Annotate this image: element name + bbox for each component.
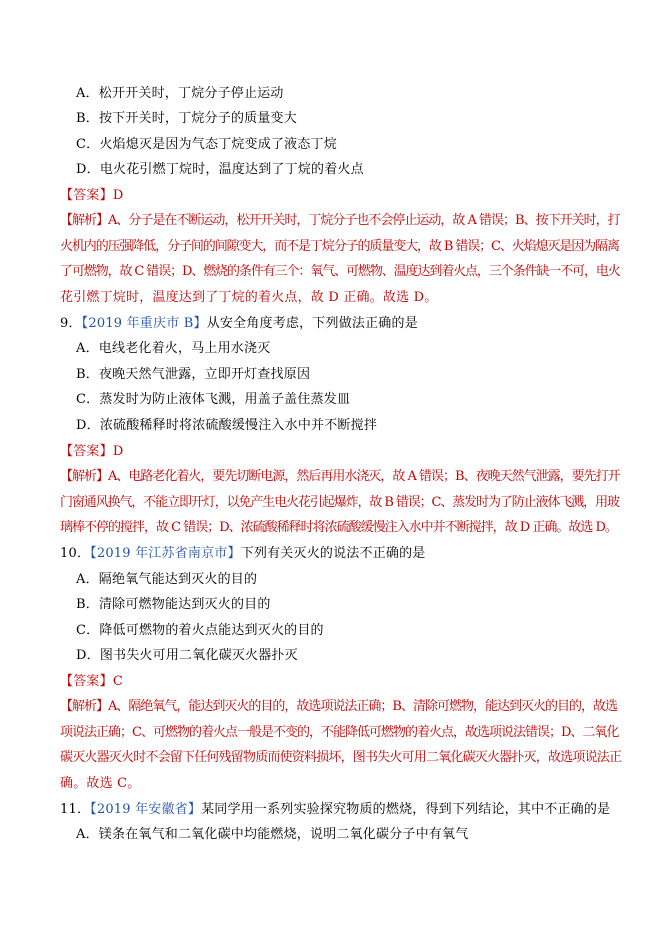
q9-analysis-line-2: 门窗通风换气，不能立即开灯，以免产生电火花引起爆炸，故 B 错误；C、蒸发时为了防止液体飞溅，用玻 <box>60 495 619 510</box>
q9-option-c: C．蒸发时为防止液体飞溅，用盖子盖住蒸发皿 <box>76 392 351 407</box>
q8-option-b: B．按下开关时，丁烷分子的质量变大 <box>76 111 297 126</box>
question-source: 【2019 年江苏省南京市】 <box>90 546 241 561</box>
q8-analysis-line-3: 了可燃物，故 C 错误；D、燃烧的条件有三个：氧气、可燃物、温度达到着火点，三个条件缺一不可，电火 <box>60 264 620 279</box>
q9-stem <box>60 316 418 332</box>
q9-analysis-line-1 <box>60 469 620 485</box>
q8-option-a: A．松开开关时，丁烷分子停止运动 <box>76 86 284 101</box>
analysis-text: A、分子是在不断运动，松开开关时，丁烷分子也不会停止运动，故 A 错误；B、按下开关时，打 <box>108 213 620 228</box>
q8-analysis-line-1 <box>60 213 620 229</box>
analysis-text: A、隔绝氧气，能达到灭火的目的，故选项说法正确；B、清除可燃物，能达到灭火的目的，故选 <box>108 699 617 714</box>
q9-option-a: A．电线老化着火，马上用水浇灭 <box>76 341 271 356</box>
answer-value: C <box>112 674 123 689</box>
q9-analysis-line-3: 璃棒不停的搅拌，故 C 错误；D、浓硫酸稀释时将浓硫酸缓慢注入水中并不断搅拌，故 D 正确。故选 D。 <box>60 520 617 535</box>
q10-option-a: A．隔绝氧气能达到灭火的目的 <box>76 572 258 587</box>
answer-tag: 【答案】 <box>60 674 113 689</box>
question-text: 下列有关灭火的说法不正确的是 <box>240 546 426 561</box>
q8-analysis-line-2: 火机内的压强降低，分子间的间隙变大，而不是丁烷分子的质量变大，故 B 错误；C、火焰熄灭是因为隔离 <box>60 239 619 254</box>
q10-option-d: D．图书失火可用二氧化碳灭火器扑灭 <box>76 648 298 663</box>
question-text: 某同学用一系列实验探究物质的燃烧，得到下列结论，其中不正确的是 <box>201 802 611 817</box>
question-number: 11． <box>60 802 91 817</box>
q8-option-c: C．火焰熄灭是因为气态丁烷变成了液态丁烷 <box>76 137 337 152</box>
q11-stem <box>60 802 610 818</box>
analysis-tag: 【解析】 <box>60 213 109 228</box>
q8-option-d: D．电火花引燃丁烷时，温度达到了丁烷的着火点 <box>76 162 364 177</box>
question-source: 【2019 年安徽省】 <box>90 802 202 817</box>
question-number: 9． <box>60 316 82 331</box>
question-number: 10． <box>60 546 91 561</box>
q9-answer <box>60 444 123 460</box>
analysis-tag: 【解析】 <box>60 699 109 714</box>
answer-value: D <box>112 188 124 203</box>
q10-analysis-line-4: 确。故选 C。 <box>60 776 141 791</box>
q11-option-a: A．镁条在氧气和二氧化碳中均能燃烧，说明二氧化碳分子中有氧气 <box>76 827 469 842</box>
answer-tag: 【答案】 <box>60 188 113 203</box>
q10-option-c: C．降低可燃物的着火点能达到灭火的目的 <box>76 623 324 638</box>
q10-stem <box>60 546 426 562</box>
q9-option-d: D．浓硫酸稀释时将浓硫酸缓慢注入水中并不断搅拌 <box>76 418 378 433</box>
analysis-text: A、电路老化着火，要先切断电源，然后再用水浇灭，故 A 错误；B、夜晚天然气泄露，要先打开 <box>108 469 620 484</box>
q10-analysis-line-3: 碳灭火器灭火时不会留下任何残留物质而使资料损坏，图书失火可用二氧化碳灭火器扑灭，故选项说法正 <box>60 750 622 765</box>
question-source: 【2019 年重庆市 B】 <box>81 316 207 331</box>
q8-answer <box>60 188 123 204</box>
answer-tag: 【答案】 <box>60 444 113 459</box>
q10-analysis-line-2: 项说法正确；C、可燃物的着火点一般是不变的，不能降低可燃物的着火点，故选项说法错误；D、二氧化 <box>60 725 619 740</box>
q10-analysis-line-1 <box>60 699 617 715</box>
q8-analysis-line-4: 花引燃丁烷时，温度达到了丁烷的着火点，故 D 正确。故选 D。 <box>60 290 438 305</box>
q10-option-b: B．清除可燃物能达到灭火的目的 <box>76 597 271 612</box>
question-text: 从安全角度考虑，下列做法正确的是 <box>206 316 418 331</box>
analysis-tag: 【解析】 <box>60 469 109 484</box>
q9-option-b: B．夜晚天然气泄露，立即开灯查找原因 <box>76 367 311 382</box>
answer-value: D <box>112 444 124 459</box>
q10-answer <box>60 674 123 690</box>
